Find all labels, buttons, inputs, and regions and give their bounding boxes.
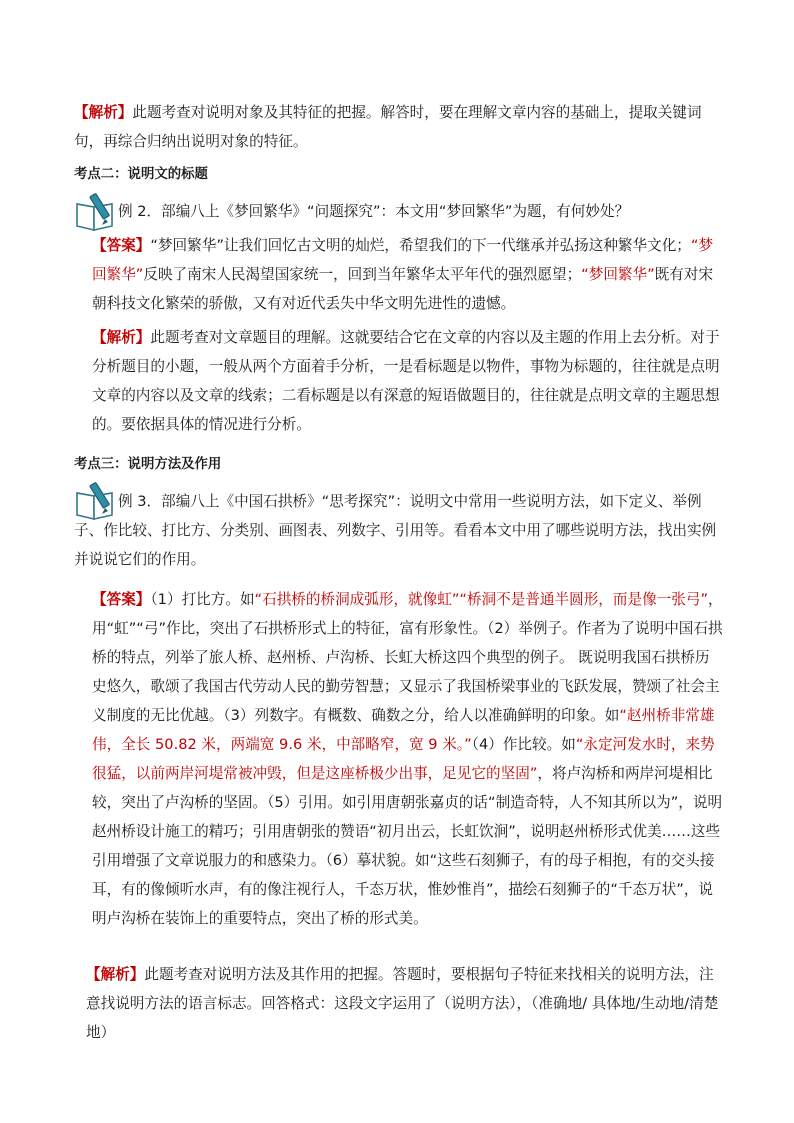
answer-text-3: （4）作比较。如 [471, 736, 576, 753]
answer-quote-1: “石拱桥的桥洞成弧形，就像虹”“桥洞不是普通半圆形，而是像一张弓” [254, 591, 709, 608]
analysis-paragraph-3 [86, 960, 726, 1047]
answer-paragraph-3 [74, 585, 724, 933]
answer-text-3: 既有对宋朝科技文化繁荣的骄傲，又有对近代丢失中华文明先进性的遗憾。 [92, 266, 714, 312]
example-3-question: 例 3．部编八上《中国石拱桥》“思考探究”：说明文中常用一些说明方法，如下定义、举例子、作比较、打比方、分类别、画图表、列数字、引用等。看看本文中用了哪些说明方法，找出实例并说说它们的作用。 [74, 493, 717, 568]
analysis-label: 【解析】 [74, 104, 133, 121]
analysis-label: 【解析】 [92, 329, 151, 346]
answer-text-2: ，用“虹”“弓”作比，突出了石拱桥形式上的特征，富有形象性。（2）举例子。作者为了说明中国石拱桥的特点，列举了旅人桥、赵州桥、卢沟桥、长虹大桥这四个典型的例子。 既说明我国石拱桥历史悠久，歌颂了我国古代劳动人民的勤劳智慧；又显示了我国桥梁事业的飞跃发展，赞颂了社会主义制度的无比优越。（3）列数字。有概数、确数之分，给人以准确鲜明的印象。如 [92, 591, 723, 724]
answer-text-1: （1）打比方。如 [150, 591, 255, 608]
answer-label: 【答案】 [92, 591, 151, 608]
example-2-question: 例 2．部编八上《梦回繁华》“问题探究”：本文用“梦回繁华”为题，有何妙处？ [118, 203, 630, 220]
analysis-paragraph-1 [74, 98, 724, 156]
answer-quote-2: “梦回繁华” [581, 266, 655, 283]
answer-quote-2: “赵州桥非常雄伟，全长 50.82 米，两端宽 9.6 米，中部略窄，宽 9 米。” [92, 707, 715, 753]
answer-label: 【答案】 [92, 237, 151, 254]
answer-text-4: ，将卢沟桥和两岸河堤相比较，突出了卢沟桥的坚固。（5）引用。如引用唐朝张嘉贞的话“制造奇特，人不知其所以为”，说明赵州桥设计施工的精巧；引用唐朝张的赞语“初月出云，长虹饮涧”，说明赵州桥形式优美……这些引用增强了文章说服力的和感染力。（6）摹状貌。如“这些石刻狮子，有的母子相抱，有的交头接耳，有的像倾听水声，有的像注视行人，千态万状，惟妙惟肖”，描绘石刻狮子的“千态万状”，说明卢沟桥在装饰上的重要特点，突出了桥的形式美。 [92, 765, 723, 927]
section-heading-2: 考点二：说明文的标题 [74, 167, 208, 182]
section-heading-3: 考点三：说明方法及作用 [74, 457, 222, 472]
analysis-text: 此题考查对说明方法及其作用的把握。答题时，要根据句子特征来找相关的说明方法，注意找说明方法的语言标志。回答格式：这段文字运用了（说明方法），（准确地/ 具体地/生动地/清楚地） [86, 966, 719, 1041]
answer-quote-3: “永定河发水时，来势很猛，以前两岸河堤常被冲毁，但是这座桥极少出事，足见它的坚固” [92, 736, 715, 782]
analysis-paragraph-2 [74, 323, 724, 439]
answer-text-1: “梦回繁华”让我们回忆古文明的灿烂，希望我们的下一代继承并弘扬这种繁华文化； [150, 237, 691, 254]
analysis-text: 此题考查对说明对象及其特征的把握。解答时，要在理解文章内容的基础上，提取关键词句，再综合归纳出说明对象的特征。 [74, 104, 702, 150]
analysis-text: 此题考查对文章题目的理解。这就要结合它在文章的内容以及主题的作用上去分析。对于分析题目的小题，一般从两个方面着手分析，一是看标题是以物件，事物为标题的，往往就是点明文章的内容以及文章的线索；二看标题是以有深意的短语做题目的，往往就是点明文章的主题思想的。要依据具体的情况进行分析。 [92, 329, 720, 433]
answer-text-2: 反映了南宋人民渴望国家统一，回到当年繁华太平年代的强烈愿望； [143, 266, 582, 283]
answer-quote-1: “梦回繁华” [92, 237, 714, 283]
book-pencil-icon [74, 192, 116, 232]
answer-paragraph-2 [74, 231, 724, 318]
analysis-label: 【解析】 [86, 966, 145, 983]
